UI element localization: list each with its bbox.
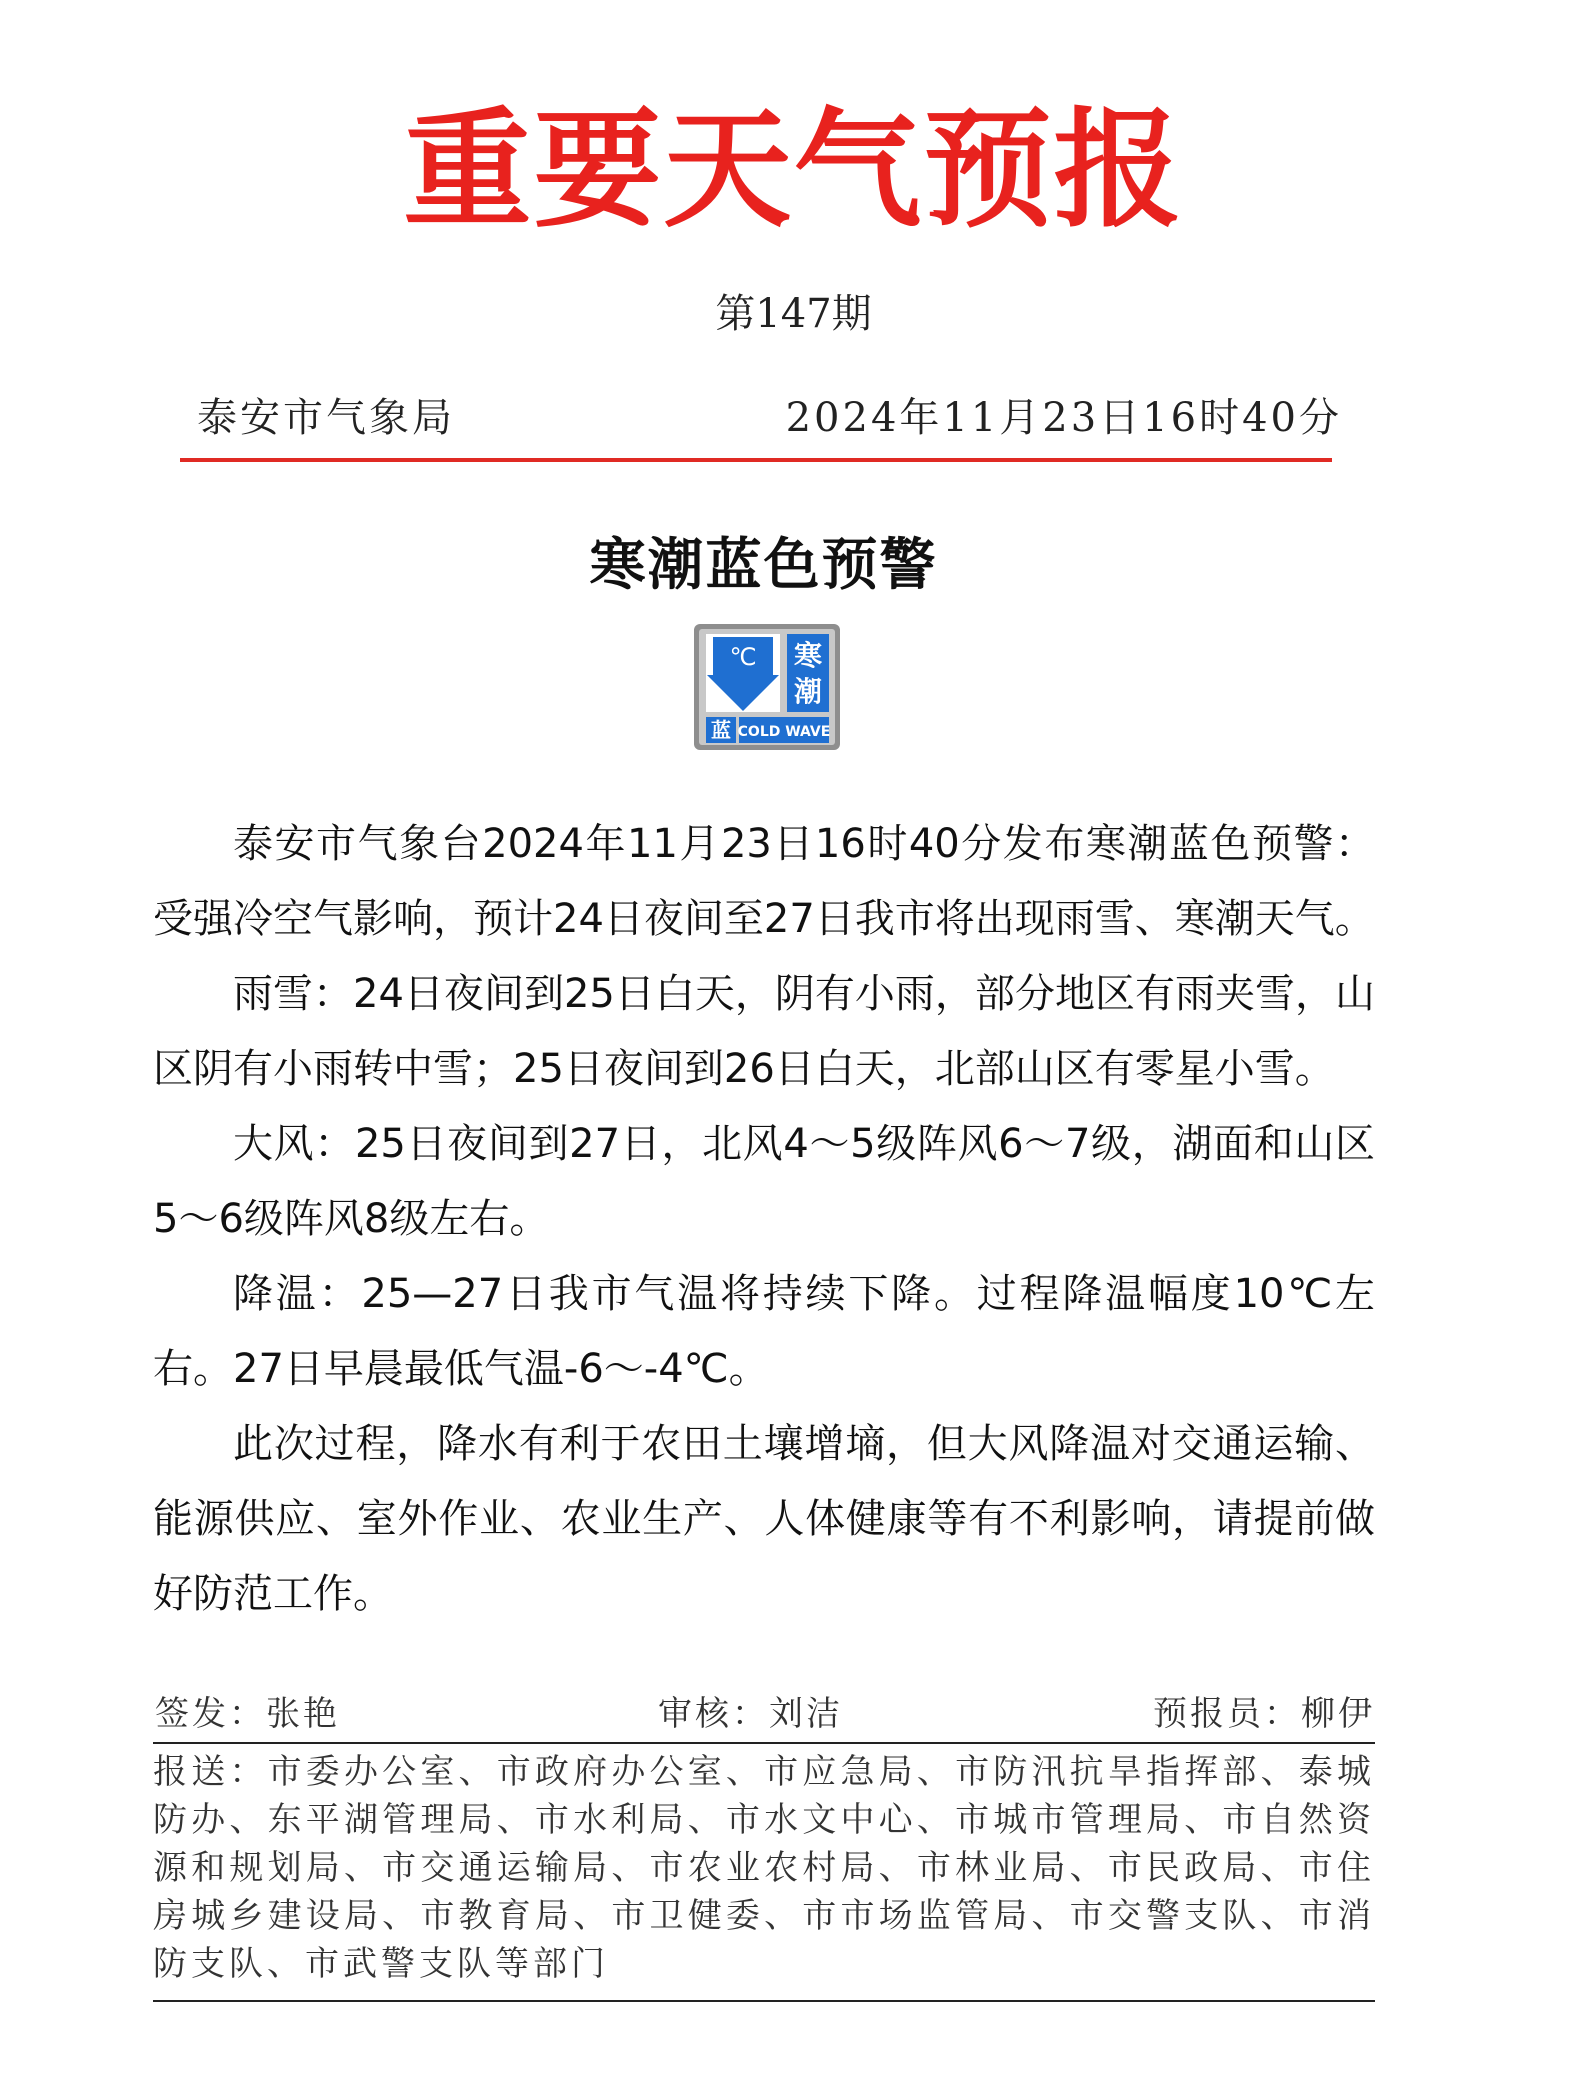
warning-title: 寒潮蓝色预警 xyxy=(589,532,938,598)
english-label: COLD WAVE xyxy=(737,724,831,740)
warning-body xyxy=(153,807,1375,1632)
vertical-text-1: 寒 xyxy=(793,639,823,672)
forecaster: 预报员：柳伊 xyxy=(1153,1694,1375,1734)
level-char: 蓝 xyxy=(711,718,731,742)
vertical-text-2: 潮 xyxy=(793,675,823,708)
reviewer: 审核：刘洁 xyxy=(658,1694,843,1734)
signature-row xyxy=(153,1690,1375,1738)
main-title: 重要天气预报 xyxy=(403,95,1184,245)
body-paragraph-intro: 泰安市气象台2024年11月23日16时40分发布寒潮蓝色预警：受强冷空气影响，预计24日夜间至27日我市将出现雨雪、寒潮天气。 xyxy=(153,821,1375,942)
signer: 签发：张艳 xyxy=(155,1694,340,1734)
body-paragraph-wind: 大风：25日夜间到27日，北风4～5级阵风6～7级，湖面和山区5～6级阵风8级左右。 xyxy=(153,1121,1375,1242)
header-row xyxy=(192,392,1342,444)
footer-divider xyxy=(153,1742,1375,1744)
red-divider xyxy=(180,458,1332,462)
cold-wave-blue-warning-icon xyxy=(693,623,841,751)
recipients-list: 报送：市委办公室、市政府办公室、市应急局、市防汛抗旱指挥部、泰城防办、东平湖管理局、市水利局、市水文中心、市城市管理局、市自然资源和规划局、市交通运输局、市农业农村局、市林业局、市民政局、市住房城乡建设局、市教育局、市卫健委、市市场监管局、市交警支队、市消防支队、市武警支队等部门 xyxy=(153,1752,1375,1984)
footer xyxy=(153,1690,1375,2002)
issue-number: 第147期 xyxy=(715,291,872,337)
unit-symbol: ℃ xyxy=(729,643,757,671)
body-paragraph-rain-snow: 雨雪：24日夜间到25日白天，阴有小雨，部分地区有雨夹雪，山区阴有小雨转中雪；25日夜间到26日白天，北部山区有零星小雪。 xyxy=(153,971,1375,1092)
issue-time: 2024年11月23日16时40分 xyxy=(785,395,1342,441)
footer-bottom-rule xyxy=(153,2000,1375,2002)
body-paragraph-impact: 此次过程，降水有利于农田土壤增墒，但大风降温对交通运输、能源供应、室外作业、农业生产、人体健康等有不利影响，请提前做好防范工作。 xyxy=(153,1421,1375,1617)
issuing-agency: 泰安市气象局 xyxy=(197,395,455,441)
body-paragraph-cooling: 降温：25—27日我市气温将持续下降。过程降温幅度10℃左右。27日早晨最低气温-6～-4℃。 xyxy=(153,1271,1375,1392)
